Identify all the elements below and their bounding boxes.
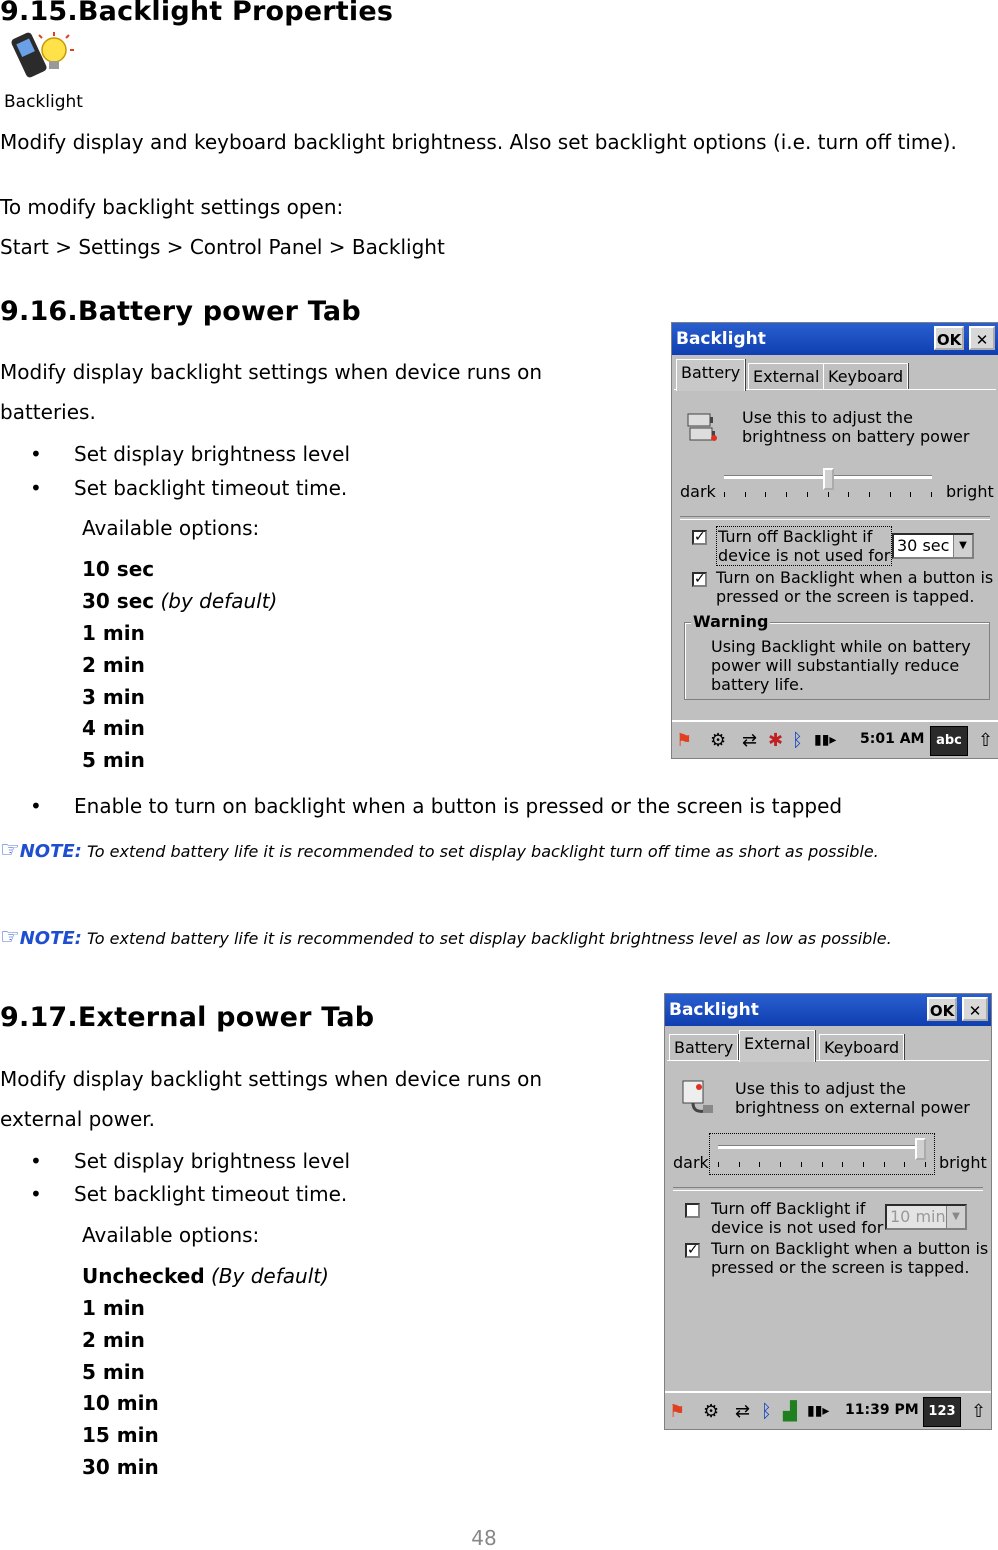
default-note: (By default) <box>211 1264 329 1288</box>
checkbox-label-line: pressed or the screen is tapped. <box>716 587 975 606</box>
timeout-value: 30 sec <box>897 536 950 555</box>
external-desc-line1: Modify display backlight settings when device runs on <box>0 1067 543 1091</box>
note-text: To extend battery life it is recommended to set display backlight turn off time as short as possible. <box>86 842 879 861</box>
info-line: Use this to adjust the <box>735 1079 906 1098</box>
external-option: Unchecked <box>82 1264 205 1288</box>
tab-battery[interactable]: Battery <box>676 359 745 391</box>
slider-tick <box>780 1162 781 1167</box>
timeout-select[interactable] <box>885 1204 967 1230</box>
chevron-down-icon[interactable]: ▼ <box>953 535 972 557</box>
battery-bullet-timeout: Set backlight timeout time. <box>74 476 348 500</box>
turn-off-label <box>716 526 892 566</box>
external-option: 1 min <box>82 1296 145 1320</box>
info-line: brightness on battery power <box>742 427 970 446</box>
slider-tick <box>925 1162 926 1167</box>
bluetooth-icon[interactable]: ᛒ <box>792 730 803 751</box>
clock[interactable]: 11:39 PM <box>845 1402 919 1418</box>
close-button[interactable]: ✕ <box>962 997 988 1021</box>
page-number: 48 <box>471 1526 497 1550</box>
checkbox-label-line: Turn off Backlight if <box>711 1199 866 1218</box>
turn-on-label <box>716 568 993 606</box>
chevron-down-icon[interactable]: ▼ <box>946 1206 965 1228</box>
window-titlebar <box>672 323 998 355</box>
battery-status-icon[interactable]: ▮▮▸ <box>814 732 837 748</box>
clock[interactable]: 5:01 AM <box>860 731 925 747</box>
slider-tick <box>786 492 787 497</box>
tab-external[interactable]: External <box>739 1030 815 1062</box>
bullet-icon: • <box>30 794 42 818</box>
bullet-icon: • <box>30 442 42 466</box>
turn-off-checkbox[interactable] <box>685 1203 700 1218</box>
slider-tick <box>848 492 849 497</box>
turn-on-label <box>711 1239 988 1277</box>
backlight-window-battery <box>671 322 998 759</box>
open-intro-text: To modify backlight settings open: <box>0 195 344 219</box>
slider-tick <box>718 1162 719 1167</box>
external-option: 10 min <box>82 1391 159 1415</box>
slider-tick <box>931 492 932 497</box>
checkbox-label-line: Turn off Backlight if <box>718 527 873 546</box>
slider-tick <box>724 492 725 497</box>
battery-icon <box>684 410 720 448</box>
window-title: Backlight <box>669 1000 759 1020</box>
slider-tick <box>863 1162 864 1167</box>
slider-tick <box>759 1162 760 1167</box>
section-heading-backlight-properties: 9.15.Backlight Properties <box>0 0 394 27</box>
bright-label: bright <box>939 1153 987 1172</box>
external-option: 5 min <box>82 1360 145 1384</box>
window-title: Backlight <box>676 329 766 349</box>
tab-panel <box>667 1060 989 1391</box>
external-available-options: Available options: <box>82 1223 260 1247</box>
external-option: 2 min <box>82 1328 145 1352</box>
power-plug-icon <box>677 1077 717 1121</box>
warning-line: Using Backlight while on battery <box>711 637 971 656</box>
tab-external[interactable]: External <box>748 363 824 390</box>
tab-keyboard[interactable]: Keyboard <box>819 1034 904 1061</box>
info-text <box>735 1079 970 1117</box>
slider-tick <box>910 492 911 497</box>
slider-tick <box>842 1162 843 1167</box>
input-panel-button[interactable]: abc <box>930 726 968 756</box>
battery-option: 30 sec <box>82 589 155 613</box>
slider-tick <box>890 492 891 497</box>
warning-group <box>684 612 990 700</box>
backlight-description: Modify display and keyboard backlight brightness. Also set backlight options (i.e. turn off time). <box>0 130 957 154</box>
slider-tick <box>745 492 746 497</box>
bullet-icon: • <box>30 476 42 500</box>
battery-option: 1 min <box>82 621 145 645</box>
turn-off-label <box>711 1199 883 1237</box>
external-option: 15 min <box>82 1423 159 1447</box>
network-icon[interactable]: ⚙ <box>710 730 727 751</box>
warning-line: power will substantially reduce <box>711 656 960 675</box>
open-path-text: Start > Settings > Control Panel > Backlight <box>0 235 445 259</box>
battery-option: 3 min <box>82 685 145 709</box>
slider-tick <box>822 1162 823 1167</box>
network-icon[interactable]: ⚙ <box>703 1401 720 1422</box>
brightness-slider[interactable] <box>724 468 932 500</box>
backlight-applet-icon <box>4 28 83 112</box>
note-brightness-level <box>0 925 892 950</box>
ok-button[interactable]: OK <box>927 997 957 1021</box>
note-label: NOTE: <box>19 928 82 949</box>
slider-tick <box>765 492 766 497</box>
turn-on-checkbox[interactable]: ✓ <box>694 571 706 587</box>
slider-tick <box>807 492 808 497</box>
dark-label: dark <box>680 482 716 501</box>
section-heading-battery-power: 9.16.Battery power Tab <box>0 296 361 327</box>
turn-off-checkbox[interactable]: ✓ <box>694 529 706 545</box>
warning-label: Warning <box>693 612 769 631</box>
tab-panel <box>674 389 996 720</box>
bullet-icon: • <box>30 1149 42 1173</box>
slider-tick <box>884 1162 885 1167</box>
info-line: brightness on external power <box>735 1098 970 1117</box>
battery-option: 4 min <box>82 716 145 740</box>
timeout-select[interactable] <box>892 533 974 559</box>
sync-icon[interactable]: ⇄ <box>735 1401 751 1422</box>
input-panel-button[interactable]: 123 <box>923 1397 961 1427</box>
timeout-value: 10 min <box>890 1207 946 1226</box>
warning-line: battery life. <box>711 675 804 694</box>
slider-tick <box>739 1162 740 1167</box>
battery-available-options: Available options: <box>82 516 260 540</box>
power-icon[interactable]: ✱ <box>768 730 784 751</box>
ok-button[interactable]: OK <box>934 326 964 350</box>
external-bullet-timeout: Set backlight timeout time. <box>74 1182 348 1206</box>
tab-battery[interactable]: Battery <box>669 1034 738 1061</box>
slider-tick <box>828 492 829 497</box>
tab-keyboard[interactable]: Keyboard <box>823 363 908 390</box>
brightness-slider[interactable] <box>709 1133 935 1175</box>
turn-on-checkbox[interactable]: ✓ <box>687 1242 699 1258</box>
checkbox-label-line: Turn on Backlight when a button is <box>716 568 994 587</box>
battery-bullet-wake: Enable to turn on backlight when a button is pressed or the screen is tapped <box>74 794 843 818</box>
note-label: NOTE: <box>19 841 82 862</box>
warning-text <box>711 637 971 694</box>
slider-track <box>718 1145 926 1149</box>
checkbox-label-line: device is not used for <box>718 546 891 565</box>
battery-option: 10 sec <box>82 557 155 581</box>
sync-icon[interactable]: ⇄ <box>742 730 758 751</box>
external-option: 30 min <box>82 1455 159 1479</box>
signal-icon[interactable]: ▟ <box>783 1401 797 1422</box>
start-flag-icon[interactable]: ⚑ <box>676 730 693 751</box>
dark-label: dark <box>673 1153 709 1172</box>
slider-thumb[interactable] <box>915 1138 926 1160</box>
window-titlebar <box>665 994 991 1026</box>
info-text <box>742 408 969 446</box>
pointing-hand-icon: ☞ <box>0 838 20 863</box>
battery-desc-line1: Modify display backlight settings when device runs on <box>0 360 543 384</box>
slider-thumb[interactable] <box>823 468 834 490</box>
backlight-icon-label: Backlight <box>4 92 83 112</box>
external-desc-line2: external power. <box>0 1107 155 1131</box>
battery-desc-line2: batteries. <box>0 400 96 424</box>
external-bullet-brightness: Set display brightness level <box>74 1149 350 1173</box>
battery-option: 5 min <box>82 748 145 772</box>
note-text: To extend battery life it is recommended to set display backlight brightness level as low as possible. <box>86 929 892 948</box>
backlight-window-external <box>664 993 992 1430</box>
default-note: (by default) <box>160 589 278 613</box>
separator <box>673 1187 983 1191</box>
start-flag-icon[interactable]: ⚑ <box>669 1401 686 1422</box>
arrow-up-icon[interactable]: ⇧ <box>978 730 994 751</box>
slider-tick <box>801 1162 802 1167</box>
bluetooth-icon[interactable]: ᛒ <box>761 1401 772 1422</box>
slider-tick <box>869 492 870 497</box>
section-heading-external-power: 9.17.External power Tab <box>0 1002 375 1033</box>
checkbox-label-line: device is not used for <box>711 1218 884 1237</box>
battery-option: 2 min <box>82 653 145 677</box>
checkbox-label-line: Turn on Backlight when a button is <box>711 1239 989 1258</box>
bullet-icon: • <box>30 1182 42 1206</box>
battery-option-default <box>82 589 277 613</box>
pointing-hand-icon: ☞ <box>0 925 20 950</box>
note-turn-off-time <box>0 838 879 863</box>
bright-label: bright <box>946 482 994 501</box>
checkbox-label-line: pressed or the screen is tapped. <box>711 1258 970 1277</box>
arrow-up-icon[interactable]: ⇧ <box>971 1401 987 1422</box>
taskbar <box>672 720 998 758</box>
close-button[interactable]: ✕ <box>969 326 995 350</box>
external-option-default <box>82 1264 329 1288</box>
battery-bullet-brightness: Set display brightness level <box>74 442 350 466</box>
taskbar <box>665 1391 991 1429</box>
slider-tick <box>904 1162 905 1167</box>
battery-status-icon[interactable]: ▮▮▸ <box>807 1403 830 1419</box>
separator <box>680 516 990 520</box>
info-line: Use this to adjust the <box>742 408 913 427</box>
